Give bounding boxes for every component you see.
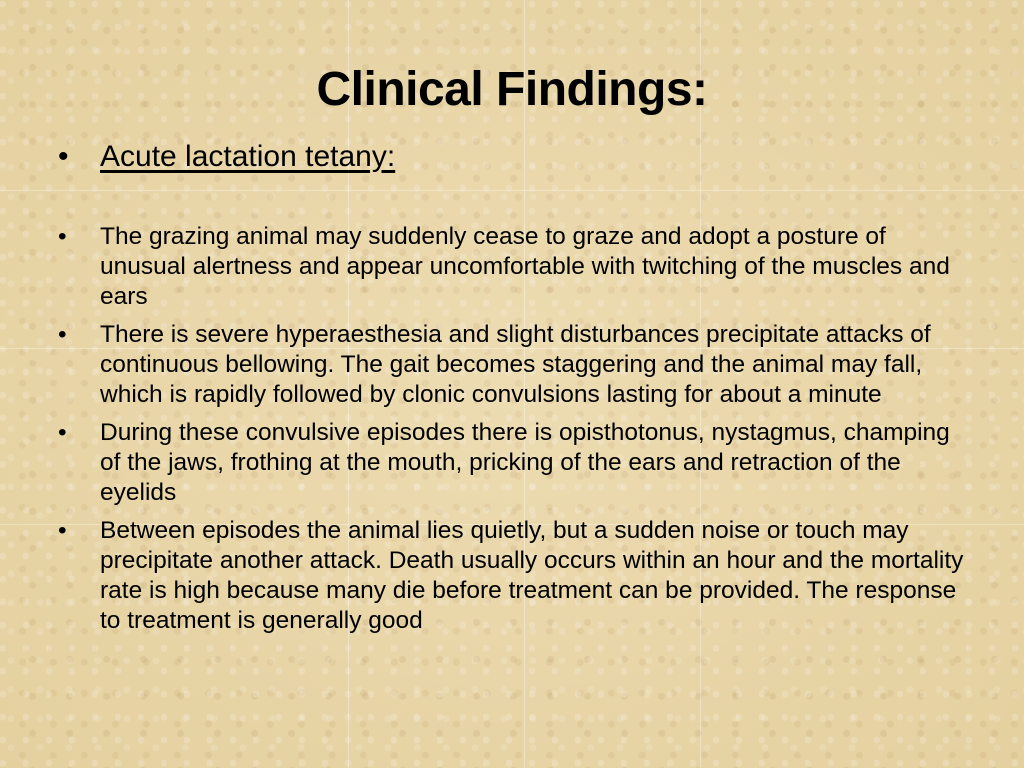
bullet-text: The grazing animal may suddenly cease to graze and adopt a posture of unusual alertness and appear uncomfortable with twitching of the muscles and ears — [100, 223, 950, 310]
bullet-item — [58, 418, 968, 508]
bullet-item — [58, 222, 968, 312]
subheading — [58, 140, 395, 174]
bullet-list — [58, 222, 968, 644]
subheading-text: Acute lactation tetany: — [100, 140, 396, 173]
bullet-text: There is severe hyperaesthesia and slight disturbances precipitate attacks of continuous bellowing. The gait becomes staggering and the animal may fall, which is rapidly followed by clonic convulsions lasting for about a minute — [100, 321, 931, 408]
bullet-glyph: • — [58, 223, 67, 250]
bullet-glyph: • — [58, 419, 67, 446]
bullet-text: During these convulsive episodes there is opisthotonus, nystagmus, champing of the jaws, frothing at the mouth, pricking of the ears and retraction of the eyelids — [100, 419, 950, 506]
bullet-glyph: • — [58, 517, 67, 544]
bullet-glyph: • — [58, 140, 69, 173]
slide-title: Clinical Findings: — [316, 63, 708, 116]
bullet-item — [58, 320, 968, 410]
texture-line — [0, 190, 1024, 191]
bullet-glyph: • — [58, 321, 67, 348]
bullet-item — [58, 516, 968, 636]
bullet-text: Between episodes the animal lies quietly, but a sudden noise or touch may precipitate another attack. Death usually occurs within an hour and the mortality rate is high because many die before treatment can be provided. The response to treatment is generally good — [100, 517, 964, 634]
